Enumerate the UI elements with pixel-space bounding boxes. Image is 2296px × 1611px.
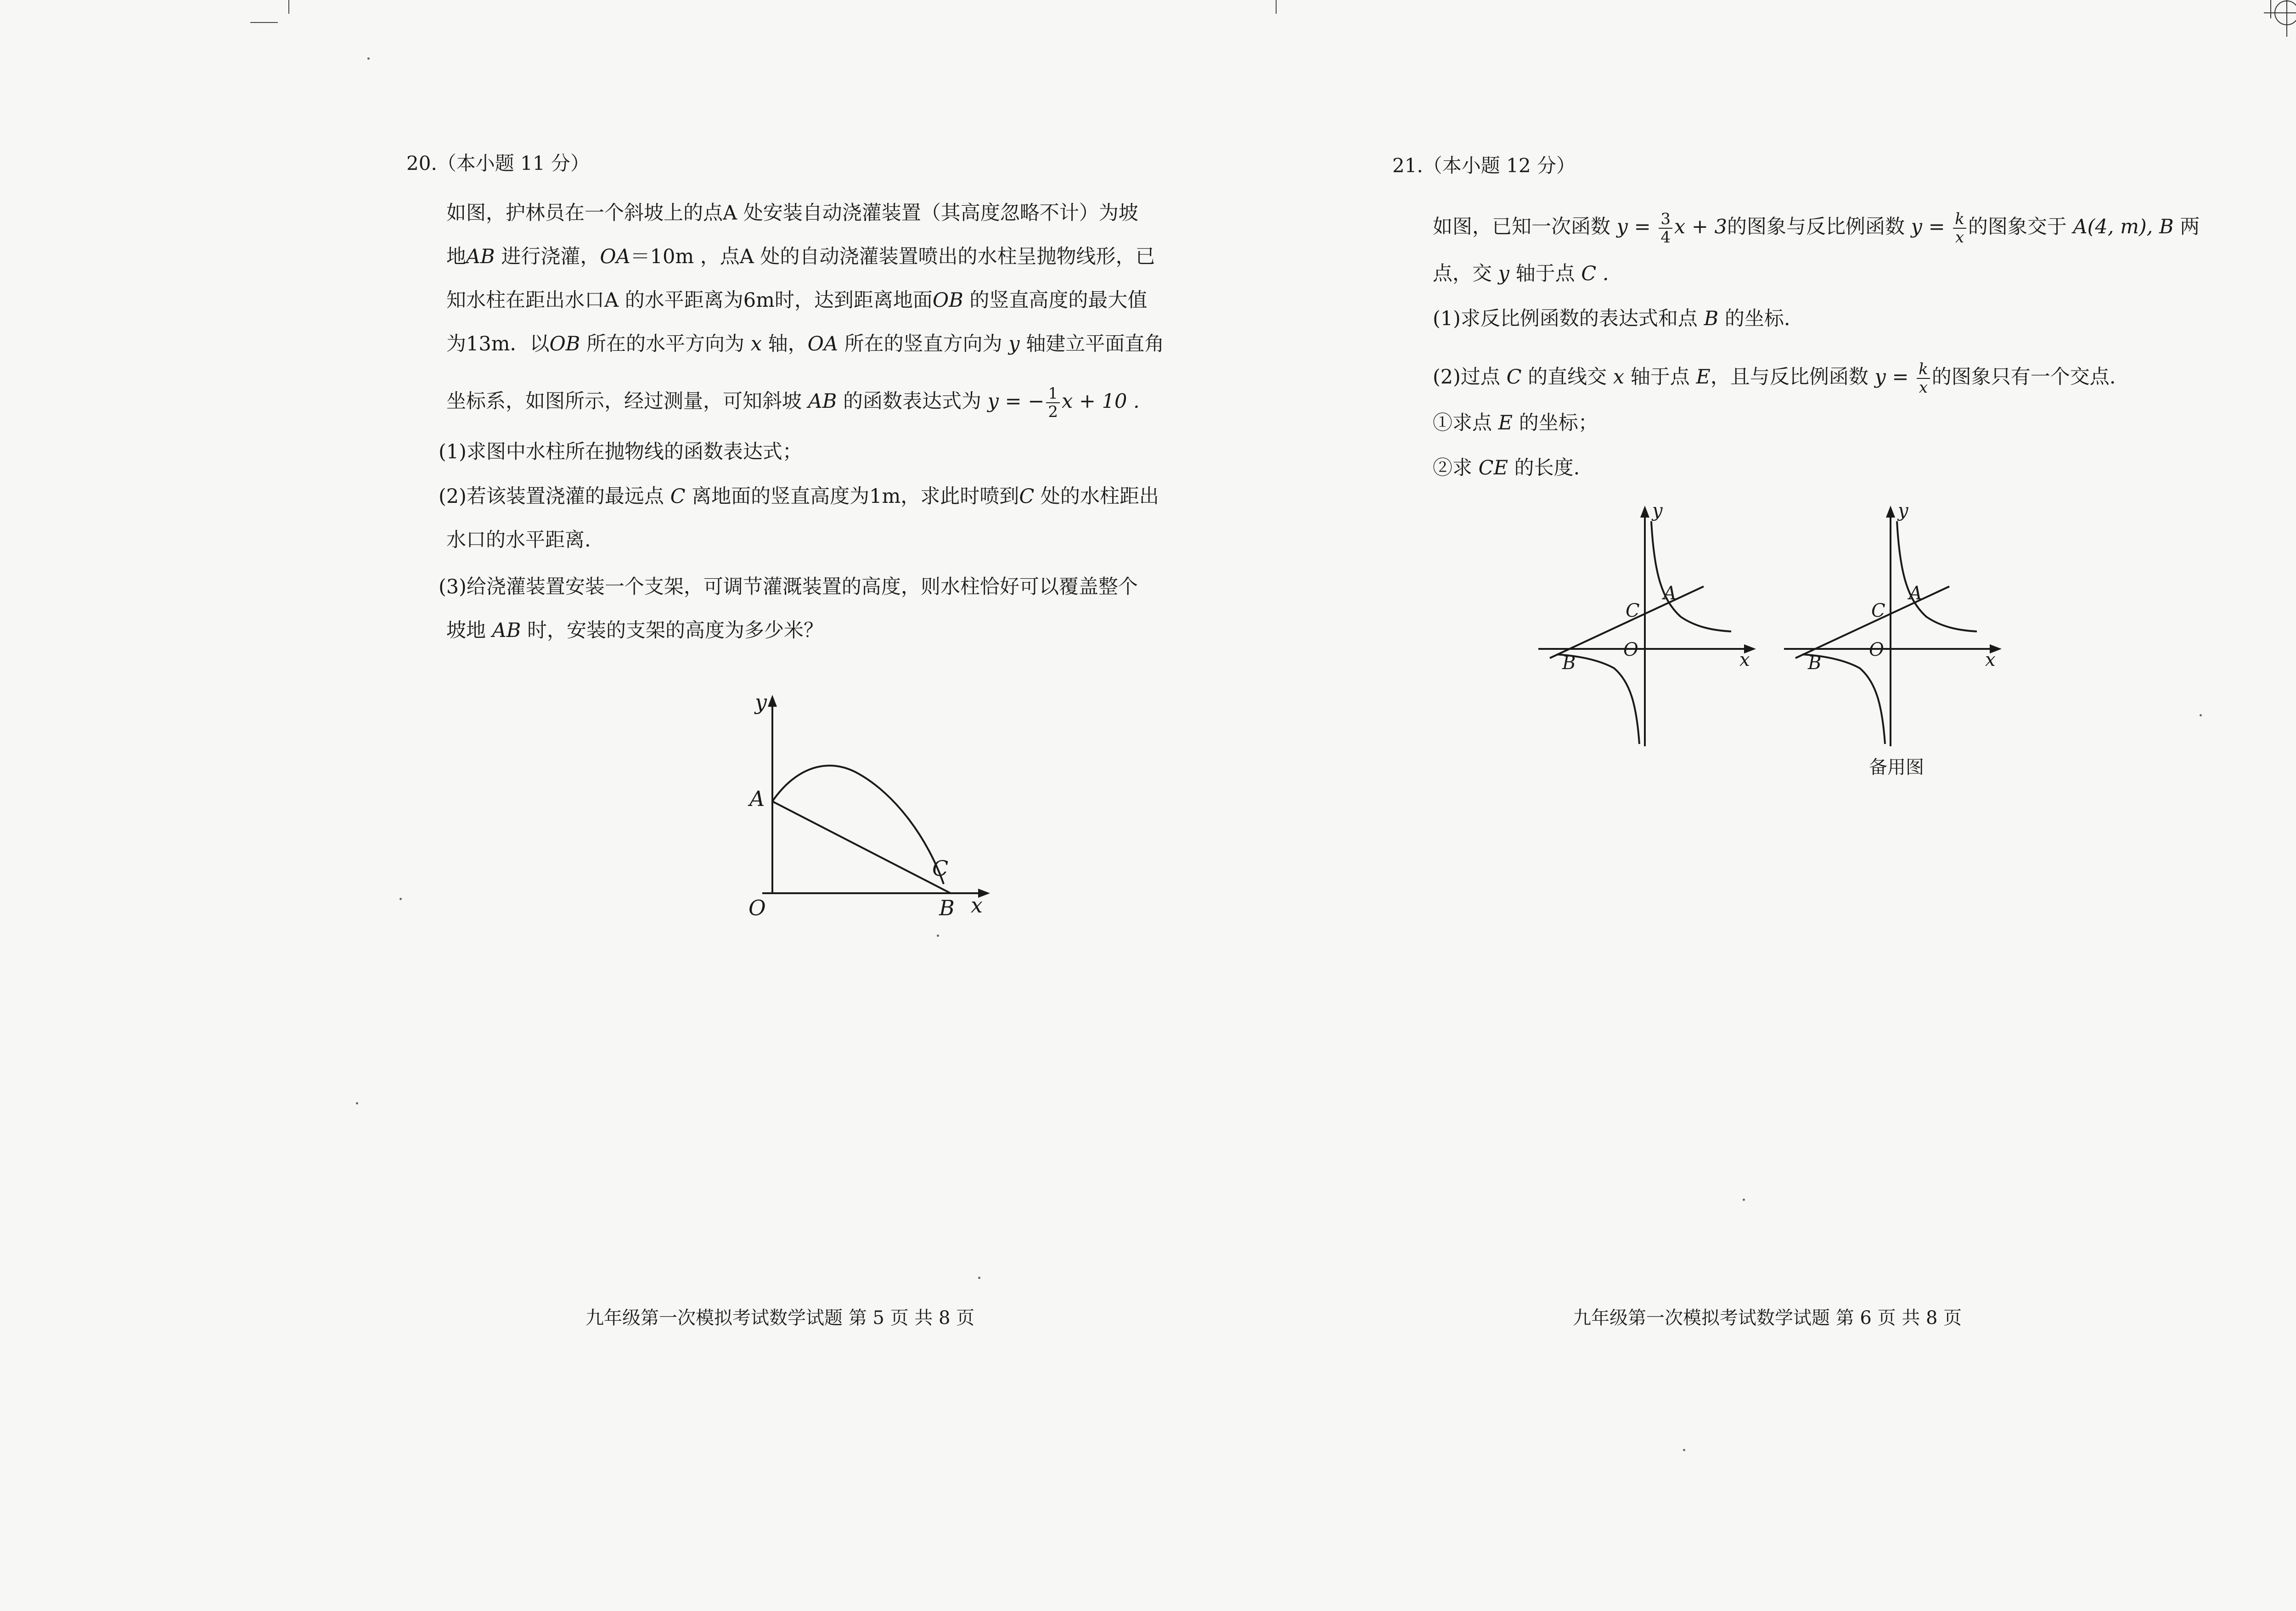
- q20-heading: 20.（本小题 11 分）: [406, 152, 590, 175]
- y-axis-arrow: [1886, 506, 1895, 518]
- crop-mark-left-v: [288, 0, 289, 14]
- q20-line-5: 坐标系，如图所示，经过测量，可知斜坡 AB 的函数表达式为 y = − $\frac{1}{2}$ x + 10 .: [446, 384, 1140, 421]
- fraction-k-over-x-2: $\frac{k}{x}$: [1917, 361, 1930, 396]
- q21-part-1: (1)求反比例函数的表达式和点 B 的坐标.: [1433, 307, 1790, 330]
- fold-mark-center: [1276, 0, 1277, 14]
- label-O: O: [1869, 639, 1884, 660]
- q21-figure: [1534, 500, 1763, 751]
- q20-line-4: 为13m．以OB 所在的水平方向为 x 轴，OA 所在的竖直方向为 y 轴建立平面直角: [446, 332, 1165, 355]
- crop-mark-left: [250, 22, 278, 23]
- q21-backup-figure: [1779, 500, 2009, 751]
- q21-heading: 21.（本小题 12 分）: [1392, 154, 1576, 177]
- q20-line-3: 知水柱在距出水口A 的水平距离为6m时，达到距离地面OB 的竖直高度的最大值: [446, 289, 1148, 312]
- q20-part-3-line-2: 坡地 AB 时，安装的支架的高度为多少米？: [446, 619, 823, 642]
- label-y: y: [1652, 500, 1663, 521]
- q20-figure: [735, 691, 1010, 939]
- y-axis-arrow: [768, 695, 777, 707]
- q20-part-1: (1)求图中水柱所在抛物线的函数表达式；: [439, 440, 802, 463]
- scan-speck: [1683, 1449, 1685, 1451]
- q21-line-1: 如图，已知一次函数 y = $\frac{3}{4}$ x + 3的图象与反比例函数 y = $\frac{k}{x}$ 的图象交于 A(4, m), B 两: [1433, 210, 2200, 247]
- label-B: B: [1562, 653, 1576, 674]
- q20-part-3: (3)给浇灌装置安装一个支架，可调节灌溉装置的高度，则水柱恰好可以覆盖整个: [439, 575, 1138, 598]
- water-parabola: [772, 766, 944, 884]
- label-x: x: [971, 893, 983, 918]
- hyperbola-branch-1: [1897, 521, 1977, 631]
- q20-part-2: (2)若该装置浇灌的最远点 C 离地面的竖直高度为1m，求此时喷到C 处的水柱距出: [439, 485, 1159, 508]
- label-x: x: [1739, 649, 1750, 670]
- label-y: y: [755, 690, 767, 715]
- scan-speck: [1743, 1199, 1745, 1201]
- q20-line-1: 如图，护林员在一个斜坡上的点A 处安装自动浇灌装置（其高度忽略不计）为坡: [446, 202, 1138, 225]
- slope-AB: [772, 801, 951, 893]
- fraction-three-quarters: $\frac{3}{4}$: [1659, 210, 1672, 246]
- q20-part-2-line-2: 水口的水平距离.: [446, 529, 591, 552]
- q20-line-2: 地AB 进行浇灌，OA＝10m ，点A 处的自动浇灌装置喷出的水柱呈抛物线形，已: [446, 245, 1155, 268]
- hyperbola-branch-1: [1651, 521, 1731, 631]
- q21-line-2: 点，交 y 轴于点 C .: [1433, 262, 1609, 285]
- label-C: C: [932, 856, 949, 881]
- fraction-k-over-x: $\frac{k}{x}$: [1953, 210, 1966, 246]
- scan-speck: [356, 1102, 358, 1104]
- label-O: O: [1623, 639, 1638, 660]
- scan-speck: [400, 898, 402, 900]
- label-A: A: [749, 786, 765, 811]
- scan-speck: [2200, 714, 2202, 716]
- q21-backup-caption: 备用图: [1869, 757, 1924, 778]
- label-B: B: [939, 896, 955, 920]
- footer-page-6: 九年级第一次模拟考试数学试题 第 6 页 共 8 页: [1573, 1307, 1962, 1329]
- label-A: A: [1909, 583, 1922, 604]
- label-C: C: [1871, 600, 1885, 621]
- label-y: y: [1898, 500, 1908, 521]
- q21-subpart-2: ②求 CE 的长度.: [1433, 456, 1580, 479]
- registration-mark: [2264, 0, 2296, 41]
- scan-speck: [978, 1277, 980, 1279]
- label-O: O: [748, 896, 766, 920]
- label-B: B: [1808, 653, 1822, 674]
- label-A: A: [1663, 583, 1677, 604]
- label-C: C: [1626, 600, 1640, 621]
- footer-page-5: 九年级第一次模拟考试数学试题 第 5 页 共 8 页: [585, 1307, 975, 1329]
- y-axis-arrow: [1640, 506, 1649, 518]
- fraction-one-half: $\frac{1}{2}$: [1046, 385, 1060, 421]
- scan-speck: [367, 57, 370, 60]
- q21-part-2: (2)过点 C 的直线交 x 轴于点 E，且与反比例函数 y = $\frac{k}{x}$ 的图象只有一个交点.: [1433, 360, 2116, 397]
- label-x: x: [1985, 649, 1996, 670]
- q21-subpart-1: ①求点 E 的坐标；: [1433, 411, 1598, 434]
